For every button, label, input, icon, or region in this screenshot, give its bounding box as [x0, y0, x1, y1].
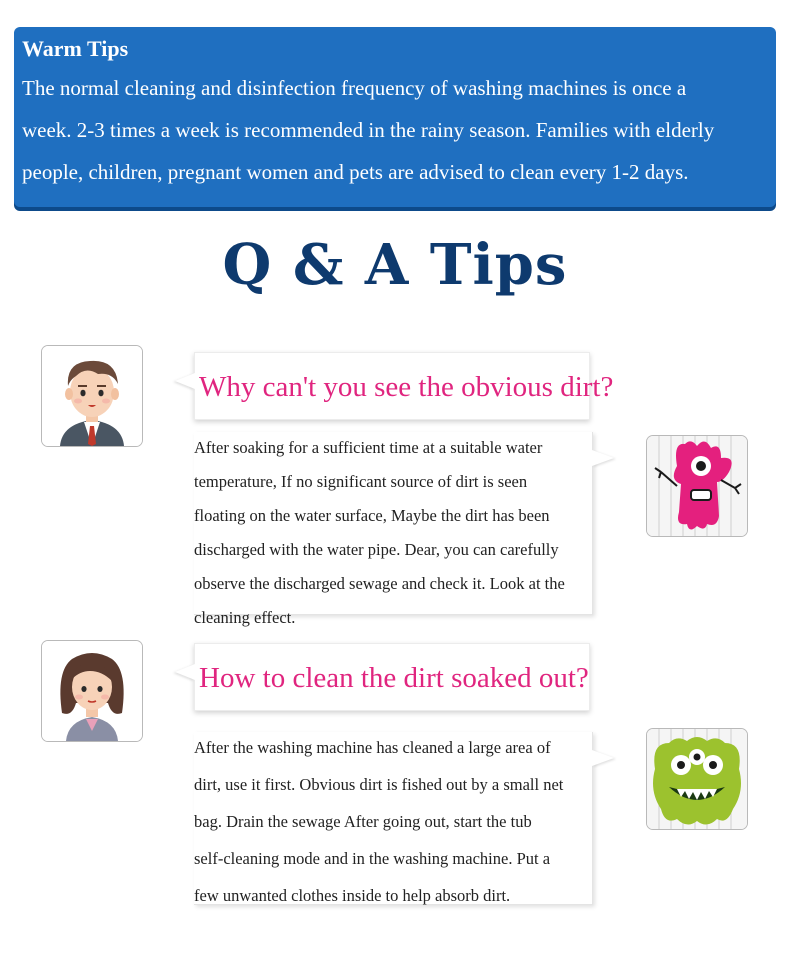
question-bubble: How to clean the dirt soaked out? — [194, 643, 590, 711]
warm-tips-title: Warm Tips — [22, 36, 129, 61]
answer-line: bag. Drain the sewage After going out, start the tub — [194, 812, 532, 831]
answer-line: cleaning effect. — [194, 608, 296, 627]
warm-tips-line: people, children, pregnant women and pets are advised to clean every 1-2 days. — [22, 160, 689, 184]
answer-line: After soaking for a sufficient time at a suitable water — [194, 438, 543, 457]
answer-line: discharged with the water pipe. Dear, you can carefully — [194, 540, 559, 559]
answer-line: floating on the water surface, Maybe the dirt has been — [194, 506, 550, 525]
answer-line: self-cleaning mode and in the washing machine. Put a — [194, 849, 551, 868]
answer-bubble — [194, 732, 593, 905]
green-monster-icon — [646, 728, 748, 830]
warm-tips-panel — [14, 27, 776, 207]
answer-line: temperature, If no significant source of dirt is seen — [194, 472, 528, 491]
question-bubble: Why can't you see the obvious dirt? — [194, 352, 590, 420]
answer-line: few unwanted clothes inside to help absorb dirt. — [194, 886, 511, 905]
page-title: Q & A Tips — [222, 232, 568, 298]
answer-line: observe the discharged sewage and check it. Look at the — [194, 574, 565, 593]
warm-tips-line: The normal cleaning and disinfection frequency of washing machines is once a — [22, 76, 687, 100]
warm-tips-line: week. 2-3 times a week is recommended in the rainy season. Families with elderly — [22, 118, 715, 142]
answer-line: After the washing machine has cleaned a large area of — [194, 738, 551, 757]
answer-line: dirt, use it first. Obvious dirt is fished out by a small net — [194, 775, 564, 794]
woman-avatar-icon — [41, 640, 143, 742]
man-avatar-icon — [41, 345, 143, 447]
pink-monster-icon — [646, 435, 748, 537]
answer-bubble — [194, 432, 593, 627]
